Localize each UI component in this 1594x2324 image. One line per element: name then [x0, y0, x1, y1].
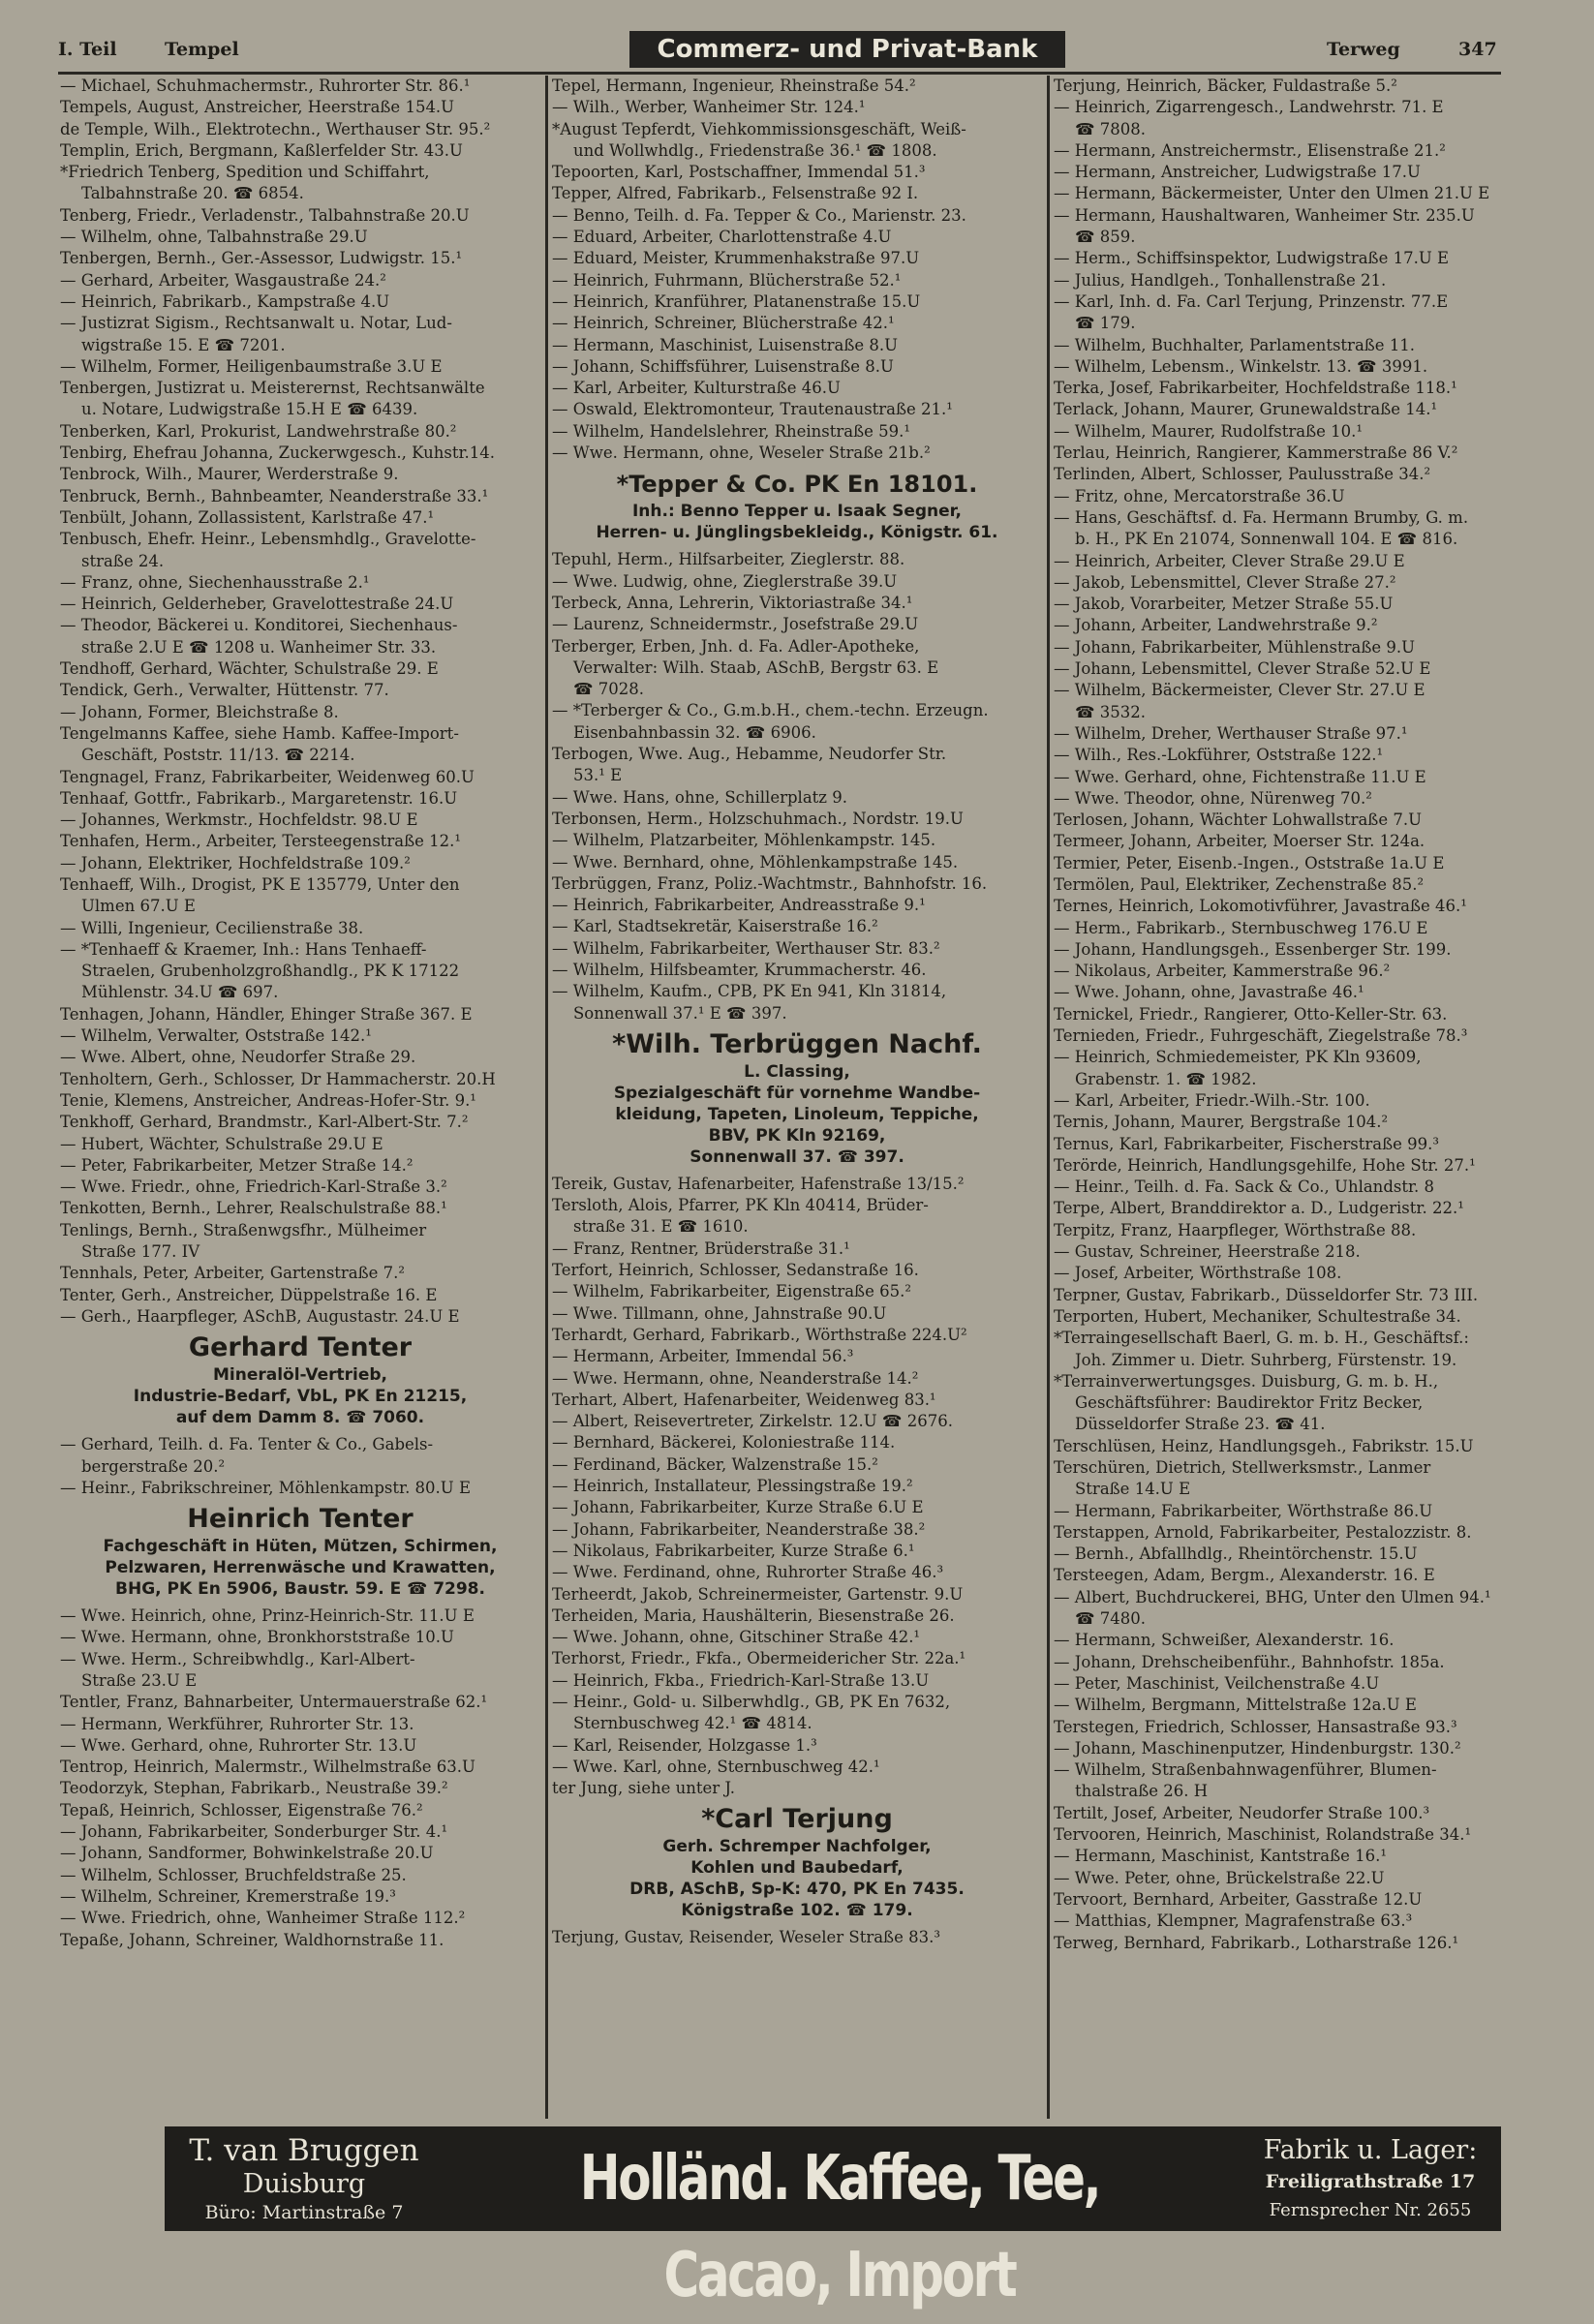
- directory-entry: Ternes, Heinrich, Lokomotivführer, Javastraße 46.¹: [1054, 897, 1467, 916]
- directory-entry: Eisenbahnbassin 32. ☎ 6906.: [573, 722, 816, 742]
- directory-entry: — Gerhard, Teilh. d. Fa. Tenter & Co., Gabels-: [60, 1435, 434, 1454]
- ad-line: BBV, PK Kln 92169,: [708, 1125, 886, 1146]
- directory-entry: Tersteegen, Adam, Bergm., Alexanderstr. 16. E: [1054, 1566, 1435, 1585]
- directory-entry: — Wilhelm, Verwalter, Oststraße 142.¹: [60, 1026, 372, 1046]
- ad-line: Königstraße 102. ☎ 179.: [681, 1901, 913, 1921]
- ad-line: L. Classing,: [744, 1061, 850, 1082]
- directory-entry: — Johann, Arbeiter, Landwehrstraße 9.²: [1054, 616, 1378, 635]
- ad-line: BHG, PK En 5906, Baustr. 59. E ☎ 7298.: [115, 1579, 485, 1600]
- ad-line: Herren- u. Jünglingsbekleidg., Königstr. 61.: [596, 523, 998, 543]
- directory-entry: Tenie, Klemens, Anstreicher, Andreas-Hofer-Str. 9.¹: [60, 1090, 476, 1110]
- directory-entry: — Johann, Fabrikarbeiter, Kurze Straße 6.U E: [552, 1498, 924, 1517]
- directory-entry: — Wilhelm, Straßenbahnwagenführer, Blumen-: [1054, 1760, 1437, 1780]
- directory-entry: Mühlenstr. 34.U ☎ 697.: [81, 983, 279, 1002]
- directory-entry: — Wwe. Hermann, ohne, Weseler Straße 21b.²: [552, 443, 931, 463]
- directory-entry: Tenhaaf, Gottfr., Fabrikarb., Margaretenstr. 16.U: [60, 788, 458, 808]
- directory-entry: — Hermann, Schweißer, Alexanderstr. 16.: [1054, 1631, 1395, 1650]
- directory-entry: Tertilt, Josef, Arbeiter, Neudorfer Straße 100.³: [1054, 1803, 1430, 1822]
- directory-entry: Tenkotten, Bernh., Lehrer, Realschulstraße 88.¹: [60, 1199, 447, 1218]
- directory-entry: Tendick, Gerh., Verwalter, Hüttenstr. 77.: [60, 681, 389, 700]
- directory-entry: — Eduard, Arbeiter, Charlottenstraße 4.U: [552, 228, 892, 247]
- directory-entry: Tenhaeff, Wilh., Drogist, PK E 135779, Unter den: [60, 874, 460, 894]
- directory-entry: ☎ 7028.: [573, 680, 645, 699]
- directory-entry: — Wwe. Johann, ohne, Javastraße 46.¹: [1054, 983, 1364, 1002]
- footer-factory: [1249, 2134, 1491, 2225]
- directory-entry: Ternieden, Friedr., Fuhrgeschäft, Ziegelstraße 78.³: [1054, 1026, 1468, 1046]
- directory-entry: Tempels, August, Anstreicher, Heerstraße 154.U: [60, 98, 455, 117]
- directory-entry: Terschüren, Dietrich, Stellwerksmstr., Lanmer: [1054, 1458, 1431, 1477]
- ad-title: *Carl Terjung: [701, 1804, 893, 1835]
- directory-entry: Tepper, Alfred, Fabrikarb., Felsenstraße 92 I.: [552, 184, 919, 203]
- directory-entry: Sonnenwall 37.¹ E ☎ 397.: [573, 1003, 787, 1023]
- directory-entry: — Wwe. Gerhard, ohne, Ruhrorter Str. 13.U: [60, 1735, 417, 1755]
- directory-entry: — Karl, Arbeiter, Kulturstraße 46.U: [552, 379, 841, 398]
- directory-entry: — Hermann, Maschinist, Luisenstraße 8.U: [552, 335, 899, 354]
- directory-entry: Tendhoff, Gerhard, Wächter, Schulstraße 29. E: [60, 659, 439, 679]
- directory-entry: Tennhals, Peter, Arbeiter, Gartenstraße 7.²: [60, 1264, 406, 1283]
- directory-entry: — Wwe. Peter, ohne, Brückelstraße 22.U: [1054, 1868, 1385, 1887]
- directory-entry: — Johann, Former, Bleichstraße 8.: [60, 702, 339, 721]
- directory-entry: Terberger, Erben, Jnh. d. Fa. Adler-Apotheke,: [552, 636, 920, 656]
- directory-entry: *Terraingesellschaft Baerl, G. m. b. H., Geschäftsf.:: [1054, 1329, 1469, 1348]
- directory-entry: — Wilh., Res.-Lokführer, Oststraße 122.¹: [1054, 746, 1384, 765]
- directory-entry: Verwalter: Wilh. Staab, ASchB, Bergstr 63. E: [573, 657, 939, 677]
- directory-entry: Terjung, Heinrich, Bäcker, Fuldastraße 5.²: [1054, 76, 1397, 95]
- directory-entry: ter Jung, siehe unter J.: [552, 1779, 735, 1798]
- bank-banner: Commerz- und Privat-Bank: [629, 31, 1065, 68]
- directory-entry: — Heinrich, Installateur, Plessingstraße 19.²: [552, 1477, 913, 1496]
- directory-entry: Terschlüsen, Heinz, Handlungsgeh., Fabrikstr. 15.U: [1054, 1436, 1474, 1455]
- directory-entry: — Johann, Elektriker, Hochfeldstraße 109.²: [60, 853, 411, 872]
- directory-entry: — Julius, Handlgeh., Tonhallenstraße 21.: [1054, 270, 1387, 290]
- directory-entry: Tenberg, Friedr., Verladenstr., Talbahnstraße 20.U: [60, 205, 470, 225]
- column-3: [1054, 76, 1501, 2109]
- ad-line: Spezialgeschäft für vornehme Wandbe-: [613, 1083, 981, 1103]
- directory-entry: Terlosen, Johann, Wächter Lohwallstraße 7.U: [1054, 810, 1422, 830]
- directory-entry: — Michael, Schuhmachermstr., Ruhrorter Str. 86.¹: [60, 76, 471, 95]
- directory-entry: Terpe, Albert, Branddirektor a. D., Ludgeristr. 22.¹: [1054, 1199, 1464, 1218]
- directory-entry: Terheiden, Maria, Haushälterin, Biesenstraße 26.: [552, 1605, 955, 1625]
- directory-entry: — Wwe. Heinrich, ohne, Prinz-Heinrich-Str. 11.U E: [60, 1606, 475, 1626]
- directory-entry: Tentler, Franz, Bahnarbeiter, Untermauerstraße 62.¹: [60, 1693, 488, 1712]
- directory-entry: — Heinrich, Schmiedemeister, PK Kln 93609,: [1054, 1048, 1422, 1067]
- directory-entry: ☎ 179.: [1075, 314, 1136, 333]
- ad-gerhard-tenter: [60, 1328, 540, 1434]
- directory-entry: — Wilhelm, Former, Heiligenbaumstraße 3.U E: [60, 356, 443, 376]
- footer-company-name: T. van Bruggen: [189, 2133, 419, 2168]
- directory-entry: — Matthias, Klempner, Magrafenstraße 63.³: [1054, 1911, 1413, 1931]
- ad-line: Pelzwaren, Herrenwäsche und Krawatten,: [105, 1558, 496, 1578]
- directory-entry: Terka, Josef, Fabrikarbeiter, Hochfeldstraße 118.¹: [1054, 379, 1457, 398]
- ad-line: Kohlen und Baubedarf,: [690, 1858, 904, 1879]
- directory-entry: — Wilhelm, Dreher, Werthauser Straße 97.¹: [1054, 723, 1408, 743]
- directory-entry: — Benno, Teilh. d. Fa. Tepper & Co., Marienstr. 23.: [552, 205, 966, 225]
- directory-entry: — Wilhelm, Platzarbeiter, Möhlenkampstr. 145.: [552, 831, 936, 850]
- directory-entry: Terstappen, Arnold, Fabrikarbeiter, Pestalozzistr. 8.: [1054, 1522, 1472, 1542]
- directory-entry: Terweg, Bernhard, Fabrikarb., Lotharstraße 126.¹: [1054, 1933, 1459, 1952]
- directory-entry: — Wwe. Tillmann, ohne, Jahnstraße 90.U: [552, 1303, 887, 1323]
- right-keyword: Terweg: [1327, 39, 1400, 60]
- directory-entry: Tengelmanns Kaffee, siehe Hamb. Kaffee-Import-: [60, 723, 459, 743]
- directory-entry: — Wilhelm, Fabrikarbeiter, Eigenstraße 65.²: [552, 1282, 911, 1301]
- directory-entry: Tenhagen, Johann, Händler, Ehinger Straße 367. E: [60, 1004, 473, 1024]
- directory-entry: Geschäftsführer: Baudirektor Fritz Becker,: [1075, 1393, 1424, 1413]
- directory-entry: — Karl, Inh. d. Fa. Carl Terjung, Prinzenstr. 77.E: [1054, 291, 1449, 311]
- directory-entry: — Johann, Fabrikarbeiter, Sonderburger Str. 4.¹: [60, 1822, 448, 1842]
- directory-entry: Ternus, Karl, Fabrikarbeiter, Fischerstraße 99.³: [1054, 1134, 1440, 1153]
- footer-company-city: Duisburg: [242, 2169, 366, 2199]
- directory-entry: — Wwe. Hans, ohne, Schillerplatz 9.: [552, 787, 847, 807]
- directory-entry: Terbonsen, Herm., Holzschuhmach., Nordstr. 19.U: [552, 809, 964, 828]
- left-keyword: Tempel: [165, 39, 239, 60]
- directory-entry: Tenholtern, Gerh., Schlosser, Dr Hammacherstr. 20.H: [60, 1069, 496, 1088]
- directory-entry: Terstegen, Friedrich, Schlosser, Hansastraße 93.³: [1054, 1717, 1457, 1736]
- directory-entry: — Ferdinand, Bäcker, Walzenstraße 15.²: [552, 1454, 878, 1474]
- directory-entry: — Heinr., Teilh. d. Fa. Sack & Co., Uhlandstr. 8: [1054, 1177, 1435, 1197]
- directory-entry: — Heinrich, Fabrikarb., Kampstraße 4.U: [60, 291, 390, 311]
- footer-slogan: Holländ. Kaffee, Tee, Cacao, Import: [579, 2143, 1100, 2311]
- directory-entry: Tepel, Hermann, Ingenieur, Rheinstraße 54.²: [552, 76, 916, 95]
- directory-entry: Talbahnstraße 20. ☎ 6854.: [81, 184, 304, 203]
- directory-entry: — Wilhelm, Schlosser, Bruchfeldstraße 25.: [60, 1865, 407, 1884]
- directory-entry: Tentrop, Heinrich, Malermstr., Wilhelmstraße 63.U: [60, 1758, 475, 1777]
- directory-entry: — Jakob, Vorarbeiter, Metzer Straße 55.U: [1054, 595, 1394, 614]
- directory-entry: — Wilh., Werber, Wanheimer Str. 124.¹: [552, 98, 866, 117]
- header-rule: [58, 72, 1501, 75]
- directory-entry: Tenlings, Bernh., Straßenwgsfhr., Mülheimer: [60, 1220, 427, 1239]
- directory-entry: Ternickel, Friedr., Rangierer, Otto-Keller-Str. 63.: [1054, 1004, 1448, 1024]
- directory-entry: — Johann, Schiffsführer, Luisenstraße 8.U: [552, 356, 894, 376]
- directory-entry: — Justizrat Sigism., Rechtsanwalt u. Notar, Lud-: [60, 314, 452, 333]
- directory-entry: Terpitz, Franz, Haarpfleger, Wörthstraße 88.: [1054, 1220, 1417, 1239]
- ad-title: Heinrich Tenter: [187, 1504, 414, 1535]
- directory-entry: Termölen, Paul, Elektriker, Zechenstraße 85.²: [1054, 874, 1425, 894]
- directory-entry: Tervoort, Bernhard, Arbeiter, Gasstraße 12.U: [1054, 1889, 1423, 1909]
- directory-entry: — Hermann, Bäckermeister, Unter den Ulmen 21.U E: [1054, 184, 1490, 203]
- directory-entry: Terbeck, Anna, Lehrerin, Viktoriastraße 34.¹: [552, 593, 913, 612]
- directory-entry: Straelen, Grubenholzgroßhandlg., PK K 17122: [81, 962, 460, 981]
- directory-entry: — Wwe. Gerhard, ohne, Fichtenstraße 11.U E: [1054, 767, 1426, 786]
- directory-entry: — Eduard, Meister, Krummenhakstraße 97.U: [552, 249, 920, 268]
- directory-entry: Tepuhl, Herm., Hilfsarbeiter, Zieglerstr. 88.: [552, 550, 905, 569]
- directory-entry: — Heinrich, Fuhrmann, Blücherstraße 52.¹: [552, 270, 902, 290]
- directory-entry: Tepoorten, Karl, Postschaffner, Immendal 51.³: [552, 163, 926, 182]
- directory-entry: ☎ 7808.: [1075, 119, 1147, 138]
- directory-entry: — Wwe. Friedrich, ohne, Wanheimer Straße 112.²: [60, 1909, 466, 1928]
- directory-entry: — Gustav, Schreiner, Heerstraße 218.: [1054, 1242, 1361, 1262]
- directory-entry: Terheerdt, Jakob, Schreinermeister, Gartenstr. 9.U: [552, 1584, 964, 1604]
- directory-entry: — Johann, Drehscheibenführ., Bahnhofstr. 185a.: [1054, 1652, 1445, 1671]
- directory-entry: — *Tenhaeff & Kraemer, Inh.: Hans Tenhaeff-: [60, 939, 427, 959]
- directory-entry: Straße 14.U E: [1075, 1480, 1191, 1499]
- part-label: I. Teil: [58, 39, 117, 60]
- directory-entry: — Karl, Arbeiter, Friedr.-Wilh.-Str. 100.: [1054, 1090, 1370, 1110]
- directory-entry: — Wilhelm, Bäckermeister, Clever Str. 27.U E: [1054, 681, 1425, 700]
- ad-tepper-co: [552, 464, 1042, 549]
- directory-entry: Terbrüggen, Franz, Poliz.-Wachtmstr., Bahnhofstr. 16.: [552, 873, 988, 893]
- directory-entry: de Temple, Wilh., Elektrotechn., Werthauser Str. 95.²: [60, 119, 491, 138]
- directory-entry: Terbogen, Wwe. Aug., Hebamme, Neudorfer Str.: [552, 745, 947, 764]
- directory-entry: ☎ 3532.: [1075, 702, 1147, 721]
- directory-entry: Straße 177. IV: [81, 1242, 200, 1262]
- directory-entry: Tervooren, Heinrich, Maschinist, Rolandstraße 34.¹: [1054, 1825, 1472, 1845]
- directory-entry: Termier, Peter, Eisenb.-Ingen., Oststraße 1a.U E: [1054, 853, 1445, 872]
- ad-line: Inh.: Benno Tepper u. Isaak Segner,: [631, 502, 963, 522]
- directory-entry: — Wilhelm, Fabrikarbeiter, Werthauser Str. 83.²: [552, 938, 940, 958]
- ad-carl-terjung: [552, 1799, 1042, 1927]
- directory-entry: — Johann, Maschinenputzer, Hindenburgstr. 130.²: [1054, 1738, 1461, 1758]
- directory-entry: — Gerh., Haarpfleger, ASchB, Augustastr. 24.U E: [60, 1306, 460, 1326]
- directory-entry: — Wwe. Theodor, ohne, Nürenweg 70.²: [1054, 788, 1372, 808]
- directory-entry: Termeer, Johann, Arbeiter, Moerser Str. 124a.: [1054, 832, 1425, 851]
- directory-entry: *August Tepferdt, Viehkommissionsgeschäft, Weiß-: [552, 119, 966, 138]
- ad-line: Mineralöl-Vertrieb,: [212, 1365, 388, 1386]
- directory-entry: — Wwe. Friedr., ohne, Friedrich-Karl-Straße 3.²: [60, 1177, 447, 1197]
- directory-entry: — Peter, Maschinist, Veilchenstraße 4.U: [1054, 1673, 1380, 1693]
- directory-entry: Terlau, Heinrich, Rangierer, Kammerstraße 86 V.²: [1054, 443, 1458, 463]
- directory-entry: Ternis, Johann, Maurer, Bergstraße 104.²: [1054, 1113, 1389, 1132]
- directory-entry: Tenbruck, Bernh., Bahnbeamter, Neanderstraße 33.¹: [60, 486, 489, 505]
- directory-entry: — Laurenz, Schneidermstr., Josefstraße 29.U: [552, 615, 919, 634]
- directory-entry: Terhardt, Gerhard, Fabrikarb., Wörthstraße 224.U²: [552, 1325, 967, 1344]
- directory-entry: bergerstraße 20.²: [81, 1456, 226, 1476]
- directory-entry: *Terrainverwertungsges. Duisburg, G. m. b. H.,: [1054, 1371, 1439, 1391]
- directory-entry: — Wilhelm, Handelslehrer, Rheinstraße 59.¹: [552, 421, 911, 441]
- directory-entry: — Heinr., Fabrikschreiner, Möhlenkampstr. 80.U E: [60, 1478, 471, 1497]
- directory-entry: — Bernh., Abfallhdlg., Rheintörchenstr. 15.U: [1054, 1544, 1418, 1564]
- directory-entry: — Hermann, Arbeiter, Immendal 56.³: [552, 1347, 854, 1366]
- directory-entry: Tenkhoff, Gerhard, Brandmstr., Karl-Albert-Str. 7.²: [60, 1113, 469, 1132]
- directory-entry: Tepaße, Johann, Schreiner, Waldhornstraße 11.: [60, 1930, 444, 1949]
- column-divider: [1047, 76, 1050, 2119]
- directory-entry: — Nikolaus, Arbeiter, Kammerstraße 96.²: [1054, 962, 1391, 981]
- directory-entry: — Wilhelm, ohne, Talbahnstraße 29.U: [60, 228, 368, 247]
- directory-entry: — Wwe. Hermann, ohne, Neanderstraße 14.²: [552, 1368, 919, 1388]
- directory-entry: — Wwe. Ferdinand, ohne, Ruhrorter Straße 46.³: [552, 1563, 944, 1582]
- column-1: [60, 76, 540, 2109]
- directory-entry: Terörde, Heinrich, Handlungsgehilfe, Hohe Str. 27.¹: [1054, 1155, 1476, 1175]
- ad-title: *Tepper & Co. PK En 18101.: [616, 471, 978, 499]
- directory-entry: — Johann, Lebensmittel, Clever Straße 52.U E: [1054, 659, 1431, 679]
- directory-entry: b. H., PK En 21074, Sonnenwall 104. E ☎ 816.: [1075, 530, 1458, 549]
- ad-title: Gerhard Tenter: [188, 1332, 413, 1363]
- column-2: [552, 76, 1042, 2109]
- footer-factory-street: Freiligrathstraße 17: [1265, 2171, 1476, 2192]
- directory-entry: — Wwe. Herm., Schreibwhdlg., Karl-Albert-: [60, 1649, 415, 1668]
- directory-entry: — Hermann, Fabrikarbeiter, Wörthstraße 86.U: [1054, 1501, 1433, 1520]
- footer-company-address: Büro: Martinstraße 7: [204, 2202, 404, 2223]
- directory-entry: — Heinr., Gold- u. Silberwhdlg., GB, PK En 7632,: [552, 1693, 951, 1711]
- directory-entry: Straße 23.U E: [81, 1671, 198, 1690]
- directory-entry: Terjung, Gustav, Reisender, Weseler Straße 83.³: [552, 1928, 940, 1947]
- directory-entry: — Hubert, Wächter, Schulstraße 29.U E: [60, 1134, 383, 1153]
- directory-entry: — Johannes, Werkmstr., Hochfeldstr. 98.U E: [60, 810, 418, 830]
- directory-entry: — Willi, Ingenieur, Cecilienstraße 38.: [60, 918, 364, 937]
- directory-entry: Terfort, Heinrich, Schlosser, Sedanstraße 16.: [552, 1261, 919, 1280]
- directory-entry: — Gerhard, Arbeiter, Wasgaustraße 24.²: [60, 270, 386, 290]
- directory-entry: Terlack, Johann, Maurer, Grunewaldstraße 14.¹: [1054, 400, 1438, 419]
- ad-line: Fachgeschäft in Hüten, Mützen, Schirmen,: [103, 1537, 498, 1557]
- directory-entry: Tepaß, Heinrich, Schlosser, Eigenstraße 76.²: [60, 1800, 423, 1819]
- directory-entry: wigstraße 15. E ☎ 7201.: [81, 335, 286, 354]
- directory-entry: Ulmen 67.U E: [81, 897, 196, 916]
- directory-entry: — Peter, Fabrikarbeiter, Metzer Straße 14.²: [60, 1155, 414, 1175]
- directory-entry: — Wwe. Bernhard, ohne, Möhlenkampstraße 145.: [552, 852, 959, 872]
- directory-entry: — Hermann, Werkführer, Ruhrorter Str. 13.: [60, 1714, 414, 1733]
- directory-entry: — Heinrich, Kranführer, Platanenstraße 15.U: [552, 291, 921, 311]
- directory-entry: — Bernhard, Bäckerei, Koloniestraße 114.: [552, 1433, 896, 1452]
- directory-entry: und Wollwhdlg., Friedenstraße 36.¹ ☎ 1808.: [573, 140, 937, 160]
- ad-line: Industrie-Bedarf, VbL, PK En 21215,: [133, 1387, 468, 1407]
- directory-entry: — Wilhelm, Maurer, Rudolfstraße 10.¹: [1054, 421, 1363, 441]
- footer-company: [178, 2132, 430, 2225]
- directory-entry: — Heinrich, Arbeiter, Clever Straße 29.U E: [1054, 551, 1405, 570]
- directory-entry: Tenbusch, Ehefr. Heinr., Lebensmhdlg., Gravelotte-: [60, 530, 476, 549]
- directory-entry: — Herm., Schiffsinspektor, Ludwigstraße 17.U E: [1054, 249, 1450, 268]
- ad-title: *Wilh. Terbrüggen Nachf.: [612, 1028, 982, 1059]
- ad-terbrueggen-nachf: [552, 1024, 1042, 1174]
- directory-entry: — Nikolaus, Fabrikarbeiter, Kurze Straße 6.¹: [552, 1541, 915, 1560]
- directory-entry: — Franz, ohne, Siechenhausstraße 2.¹: [60, 572, 370, 592]
- ad-line: Sonnenwall 37. ☎ 397.: [690, 1147, 904, 1167]
- directory-entry: — Johann, Sandformer, Bohwinkelstraße 20.U: [60, 1844, 434, 1863]
- directory-entry: Düsseldorfer Straße 23. ☎ 41.: [1075, 1415, 1326, 1434]
- directory-entry: — Karl, Reisender, Holzgasse 1.³: [552, 1735, 817, 1755]
- directory-entry: *Friedrich Tenberg, Spedition und Schiffahrt,: [60, 163, 430, 182]
- directory-entry: — Wwe. Johann, ohne, Gitschiner Straße 42.¹: [552, 1628, 921, 1647]
- directory-entry: Sternbuschweg 42.¹ ☎ 4814.: [573, 1714, 812, 1733]
- directory-entry: — Franz, Rentner, Brüderstraße 31.¹: [552, 1238, 850, 1258]
- directory-entry: — Fritz, ohne, Mercatorstraße 36.U: [1054, 486, 1345, 505]
- directory-entry: — Herm., Fabrikarb., Sternbuschweg 176.U E: [1054, 918, 1428, 937]
- directory-entry: — Wwe. Ludwig, ohne, Zieglerstraße 39.U: [552, 571, 898, 591]
- directory-entry: Tenberken, Karl, Prokurist, Landwehrstraße 80.²: [60, 421, 457, 441]
- directory-entry: — Wwe. Albert, ohne, Neudorfer Straße 29.: [60, 1048, 416, 1067]
- directory-entry: Tenter, Gerh., Anstreicher, Düppelstraße 16. E: [60, 1285, 438, 1304]
- directory-entry: ☎ 7480.: [1075, 1609, 1147, 1629]
- directory-entry: Tenbergen, Justizrat u. Meisterernst, Rechtsanwälte: [60, 379, 485, 398]
- directory-entry: Tenbült, Johann, Zollassistent, Karlstraße 47.¹: [60, 507, 435, 527]
- directory-entry: Templin, Erich, Bergmann, Kaßlerfelder Str. 43.U: [60, 140, 463, 160]
- directory-entry: — Wilhelm, Hilfsbeamter, Krummacherstr. 46.: [552, 960, 927, 979]
- directory-entry: Geschäft, Poststr. 11/13. ☎ 2214.: [81, 746, 355, 765]
- directory-entry: — Johann, Fabrikarbeiter, Neanderstraße 38.²: [552, 1519, 926, 1539]
- footer-factory-title: Fabrik u. Lager:: [1263, 2135, 1478, 2165]
- directory-entry: Tenbirg, Ehefrau Johanna, Zuckerwgesch., Kuhstr.14.: [60, 443, 496, 463]
- directory-entry: — Josef, Arbeiter, Wörthstraße 108.: [1054, 1264, 1342, 1283]
- directory-entry: — Hermann, Anstreicher, Ludwigstraße 17.U: [1054, 163, 1421, 182]
- directory-entry: — Jakob, Lebensmittel, Clever Straße 27.²: [1054, 572, 1396, 592]
- directory-entry: — Hans, Geschäftsf. d. Fa. Hermann Brumby, G. m.: [1054, 507, 1469, 527]
- directory-entry: — Heinrich, Schreiner, Blücherstraße 42.¹: [552, 314, 895, 333]
- directory-entry: — Albert, Reisevertreter, Zirkelstr. 12.U ☎ 2676.: [552, 1412, 953, 1431]
- footer-factory-phone: Fernsprecher Nr. 2655: [1269, 2200, 1472, 2220]
- directory-entry: — Wilhelm, Bergmann, Mittelstraße 12a.U E: [1054, 1696, 1417, 1715]
- directory-entry: Joh. Zimmer u. Dietr. Suhrberg, Fürstenstr. 19.: [1075, 1350, 1457, 1369]
- directory-entry: — Hermann, Maschinist, Kantstraße 16.¹: [1054, 1847, 1387, 1866]
- footer-advertisement: [165, 2126, 1501, 2311]
- directory-entry: — Wilhelm, Lebensm., Winkelstr. 13. ☎ 3991.: [1054, 356, 1428, 376]
- directory-entry: ☎ 859.: [1075, 228, 1136, 247]
- ad-line: DRB, ASchB, Sp-K: 470, PK En 7435.: [629, 1880, 965, 1900]
- directory-entry: — Wilhelm, Buchhalter, Parlamentstraße 11.: [1054, 335, 1416, 354]
- directory-entry: — Wwe. Hermann, ohne, Bronkhorststraße 10.U: [60, 1628, 454, 1647]
- directory-entry: — Hermann, Anstreichermstr., Elisenstraße 21.²: [1054, 140, 1446, 160]
- page-header: [58, 29, 1501, 70]
- column-divider: [545, 76, 548, 2119]
- directory-entry: — Oswald, Elektromonteur, Trautenaustraße 21.¹: [552, 400, 953, 419]
- directory-entry: Tersloth, Alois, Pfarrer, PK Kln 40414, Brüder-: [552, 1196, 929, 1215]
- directory-entry: Terlinden, Albert, Schlosser, Paulusstraße 34.²: [1054, 465, 1431, 484]
- directory-entry: 53.¹ E: [573, 766, 623, 785]
- directory-entry: — Heinrich, Zigarrengesch., Landwehrstr. 71. E: [1054, 98, 1444, 117]
- directory-entry: Tereik, Gustav, Hafenarbeiter, Hafenstraße 13/15.²: [552, 1174, 965, 1193]
- directory-entry: — Johann, Fabrikarbeiter, Mühlenstraße 9.U: [1054, 637, 1415, 657]
- directory-entry: — Wilhelm, Schreiner, Kremerstraße 19.³: [60, 1886, 396, 1906]
- directory-entry: — Theodor, Bäckerei u. Konditorei, Siechenhaus-: [60, 616, 458, 635]
- directory-entry: — Heinrich, Fkba., Friedrich-Karl-Straße 13.U: [552, 1670, 930, 1690]
- page-number: 347: [1458, 39, 1497, 60]
- directory-entry: — Heinrich, Gelderheber, Gravelottestraße 24.U: [60, 595, 454, 614]
- directory-entry: — Karl, Stadtsekretär, Kaiserstraße 16.²: [552, 917, 878, 936]
- directory-entry: Terporten, Hubert, Mechaniker, Schultestraße 34.: [1054, 1306, 1461, 1326]
- directory-entry: Teodorzyk, Stephan, Fabrikarb., Neustraße 39.²: [60, 1779, 448, 1798]
- directory-entry: Tenbergen, Bernh., Ger.-Assessor, Ludwigstr. 15.¹: [60, 249, 463, 268]
- directory-entry: — Wilhelm, Kaufm., CPB, PK En 941, Kln 31814,: [552, 982, 947, 1001]
- directory-entry: Terpner, Gustav, Fabrikarb., Düsseldorfer Str. 73 III.: [1054, 1285, 1479, 1304]
- directory-entry: Terhorst, Friedr., Fkfa., Obermeidericher Str. 22a.¹: [552, 1649, 966, 1668]
- directory-entry: u. Notare, Ludwigstraße 15.H E ☎ 6439.: [81, 400, 418, 419]
- directory-entry: Tenhafen, Herm., Arbeiter, Tersteegenstraße 12.¹: [60, 832, 462, 851]
- ad-line: auf dem Damm 8. ☎ 7060.: [175, 1408, 425, 1428]
- ad-heinrich-tenter: [60, 1499, 540, 1605]
- directory-entry: straße 2.U E ☎ 1208 u. Wanheimer Str. 33.: [81, 637, 437, 657]
- directory-entry: — Hermann, Haushaltwaren, Wanheimer Str. 235.U: [1054, 205, 1475, 225]
- directory-entry: Terhart, Albert, Hafenarbeiter, Weidenweg 83.¹: [552, 1390, 936, 1409]
- ad-line: kleidung, Tapeten, Linoleum, Teppiche,: [615, 1104, 979, 1124]
- directory-entry: — Albert, Buchdruckerei, BHG, Unter den Ulmen 94.¹: [1054, 1587, 1491, 1606]
- directory-entry: Tenbrock, Wilh., Maurer, Werderstraße 9.: [60, 465, 399, 484]
- ad-line: Gerh. Schremper Nachfolger,: [662, 1837, 932, 1857]
- directory-entry: straße 24.: [81, 551, 165, 570]
- directory-entry: — Wwe. Karl, ohne, Sternbuschweg 42.¹: [552, 1757, 880, 1776]
- directory-entry: — Heinrich, Fabrikarbeiter, Andreasstraße 9.¹: [552, 896, 926, 915]
- directory-entry: thalstraße 26. H: [1075, 1782, 1209, 1801]
- directory-entry: Tengnagel, Franz, Fabrikarbeiter, Weidenweg 60.U: [60, 767, 475, 786]
- directory-entry: Grabenstr. 1. ☎ 1982.: [1075, 1069, 1257, 1088]
- directory-entry: — *Terberger & Co., G.m.b.H., chem.-techn. Erzeugn.: [552, 701, 989, 720]
- directory-entry: — Johann, Handlungsgeh., Essenberger Str. 199.: [1054, 939, 1452, 959]
- directory-entry: straße 31. E ☎ 1610.: [573, 1217, 749, 1237]
